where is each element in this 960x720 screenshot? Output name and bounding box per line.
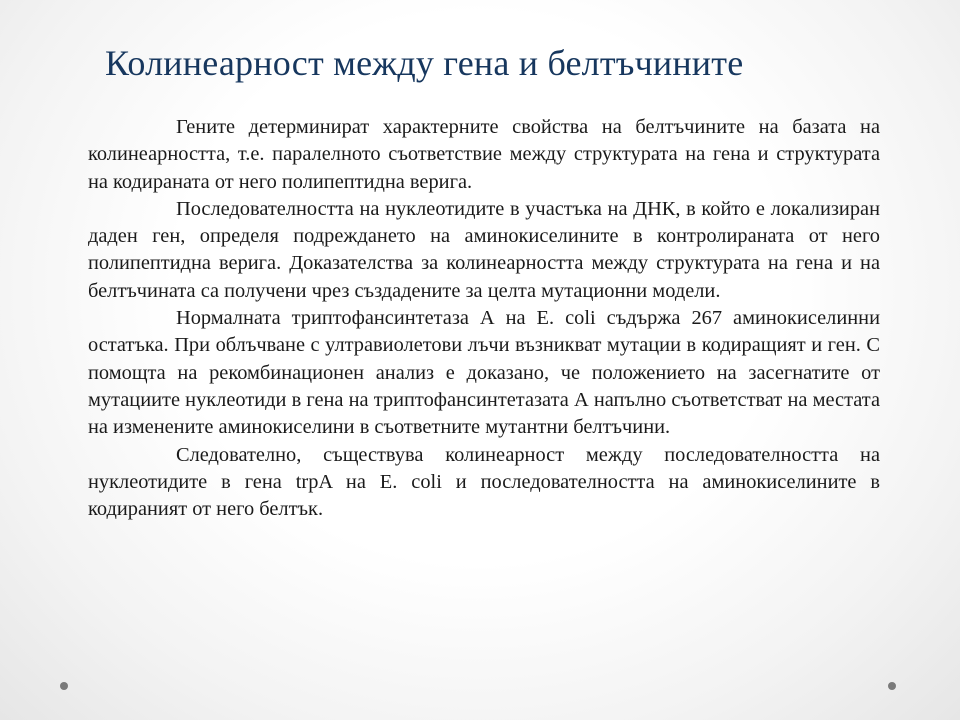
- decorative-dot-left: [60, 682, 68, 690]
- paragraph-4: Следователно, съществува колинеарност между последователността на нуклеотидите в гена trpA на E. coli и последователността на аминокиселините в кодираният от него белтък.: [88, 443, 880, 521]
- paragraph-3: Нормалната триптофансинтетаза А на E. coli съдържа 267 аминокиселинни остатъка. При облъчване с ултравиолетови лъчи възникват мутации в кодиращият и ген. С помощта на рекомбинационен анализ е доказано, че положението на засегнатите от мутациите нуклеотиди в гена на триптофансинтетазата А напълно съответстват на местата на изменените аминокиселини в съответните мутантни белтъчини.: [88, 307, 880, 439]
- slide-body: [88, 114, 880, 523]
- decorative-dot-right: [888, 682, 896, 690]
- paragraph-1: Гените детерминират характерните свойства на белтъчините на базата на колинеарността, т.е. паралелното съответствие между структурата на гена и структурата на кодираната от него полипептидна верига.: [88, 116, 880, 193]
- paragraph-2: Последователността на нуклеотидите в участъка на ДНК, в който е локализиран даден ген, определя подреждането на аминокиселините в контролираната от него полипептидна верига. Доказателства за колинеарността между структурата на гена и на белтъчината са получени чрез създадените за целта мутационни модели.: [88, 197, 880, 302]
- slide-title: Колинеарност между гена и белтъчините: [105, 43, 744, 83]
